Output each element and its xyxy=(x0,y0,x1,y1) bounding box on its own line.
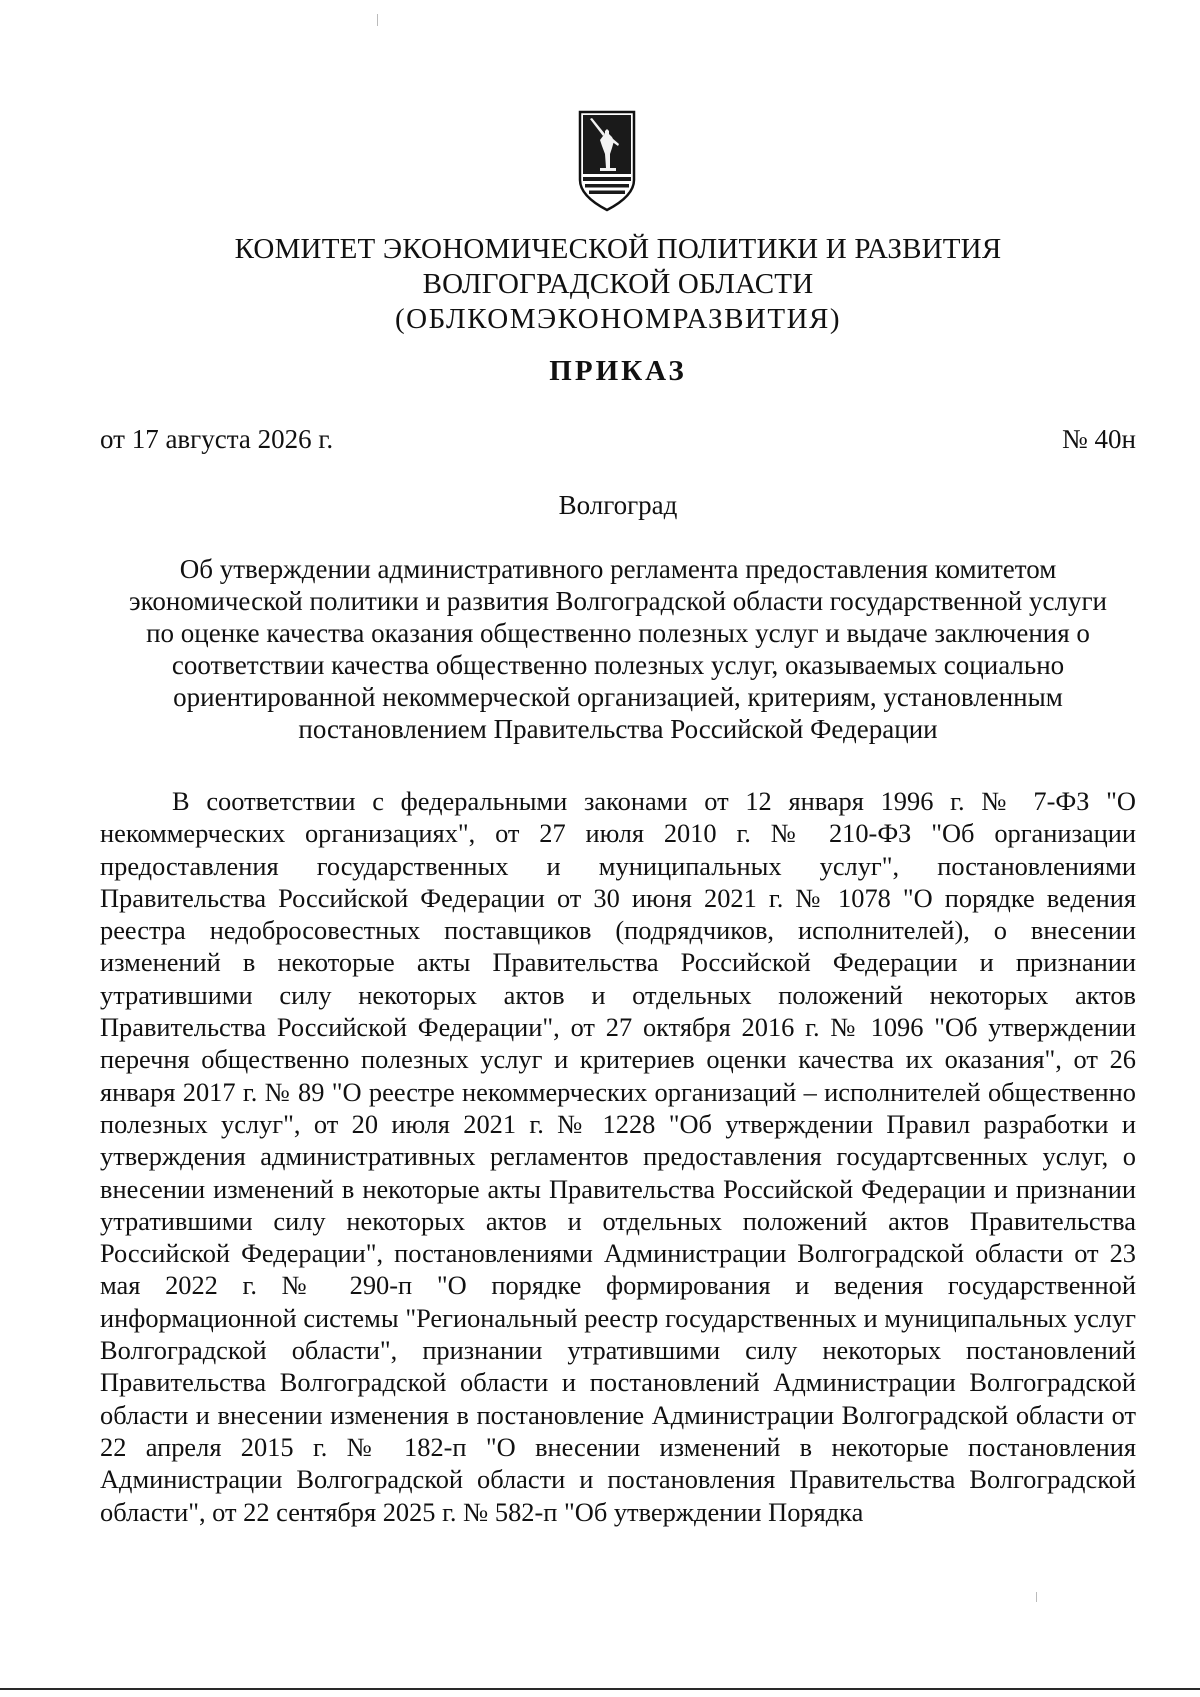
committee-header xyxy=(100,232,1136,337)
scan-speck xyxy=(1036,1592,1037,1602)
volgograd-emblem-icon xyxy=(578,110,636,214)
order-subject: Об утверждении административного регламента предоставления комитетом экономической политики и развития Волгоградской области государственной услуги по оценке качества оказания общественно полезных услуг и выдаче заключения о соответствии качества общественно полезных услуг, оказываемых социально ориентированной некоммерческой организацией, критериям, установленным постановлением Правительства Российской Федерации xyxy=(129,554,1107,744)
order-body-paragraph: В соответствии с федеральными законами от 12 января 1996 г. № 7-ФЗ "О некоммерческих организациях", от 27 июля 2010 г. № 210-ФЗ "Об организации предоставления государственных и муниципальных услуг", постановлениями Правительства Российской Федерации от 30 июня 2021 г. № 1078 "О порядке ведения реестра недобросовестных поставщиков (подрядчиков, исполнителей), о внесении изменений в некоторые акты Правительства Российской Федерации и признании утратившими силу некоторых актов и отдельных положений некоторых актов Правительства Российской Федерации", от 27 октября 2016 г. № 1096 "Об утверждении перечня общественно полезных услуг и критериев оценки качества их оказания", от 26 января 2017 г. № 89 "О реестре некоммерческих организаций – исполнителей общественно полезных услуг", от 20 июля 2021 г. № 1228 "Об утверждении Правил разработки и утверждения административных регламентов предоставления государтсвенных услуг, о внесении изменений в некоторые акты Правительства Российской Федерации и признании утратившими силу некоторых актов и отдельных положений актов Правительства Российской Федерации", постановлениями Администрации Волгоградской области от 23 мая 2022 г. № 290-п "О порядке формирования и ведения государственной информационной системы "Региональный реестр государственных и муниципальных услуг Волгоградской области", признании утратившими силу некоторых постановлений Правительства Волгоградской области и постановлений Администрации Волгоградской области и внесении изменения в постановление Администрации Волгоградской области от 22 апреля 2015 г. № 182-п "О внесении изменений в некоторые постановления Администрации Волгоградской области и постановления Правительства Волгоградской области", от 22 сентября 2025 г. № 582-п "Об утверждении Порядка xyxy=(100,786,1136,1527)
order-title: ПРИКАЗ xyxy=(549,355,687,387)
header-line-1: КОМИТЕТ ЭКОНОМИЧЕСКОЙ ПОЛИТИКИ И РАЗВИТИЯ xyxy=(234,233,1002,265)
order-date: от 17 августа 2026 г. xyxy=(100,424,334,454)
order-number: № 40н xyxy=(1062,424,1136,454)
scan-speck xyxy=(377,14,378,26)
header-line-3: (ОБЛКОМЭКОНОМРАЗВИТИЯ) xyxy=(394,303,842,335)
header-line-2: ВОЛГОГРАДСКОЙ ОБЛАСТИ xyxy=(422,268,814,300)
order-city: Волгоград xyxy=(558,490,678,520)
page-bottom-edge xyxy=(0,1688,1200,1690)
